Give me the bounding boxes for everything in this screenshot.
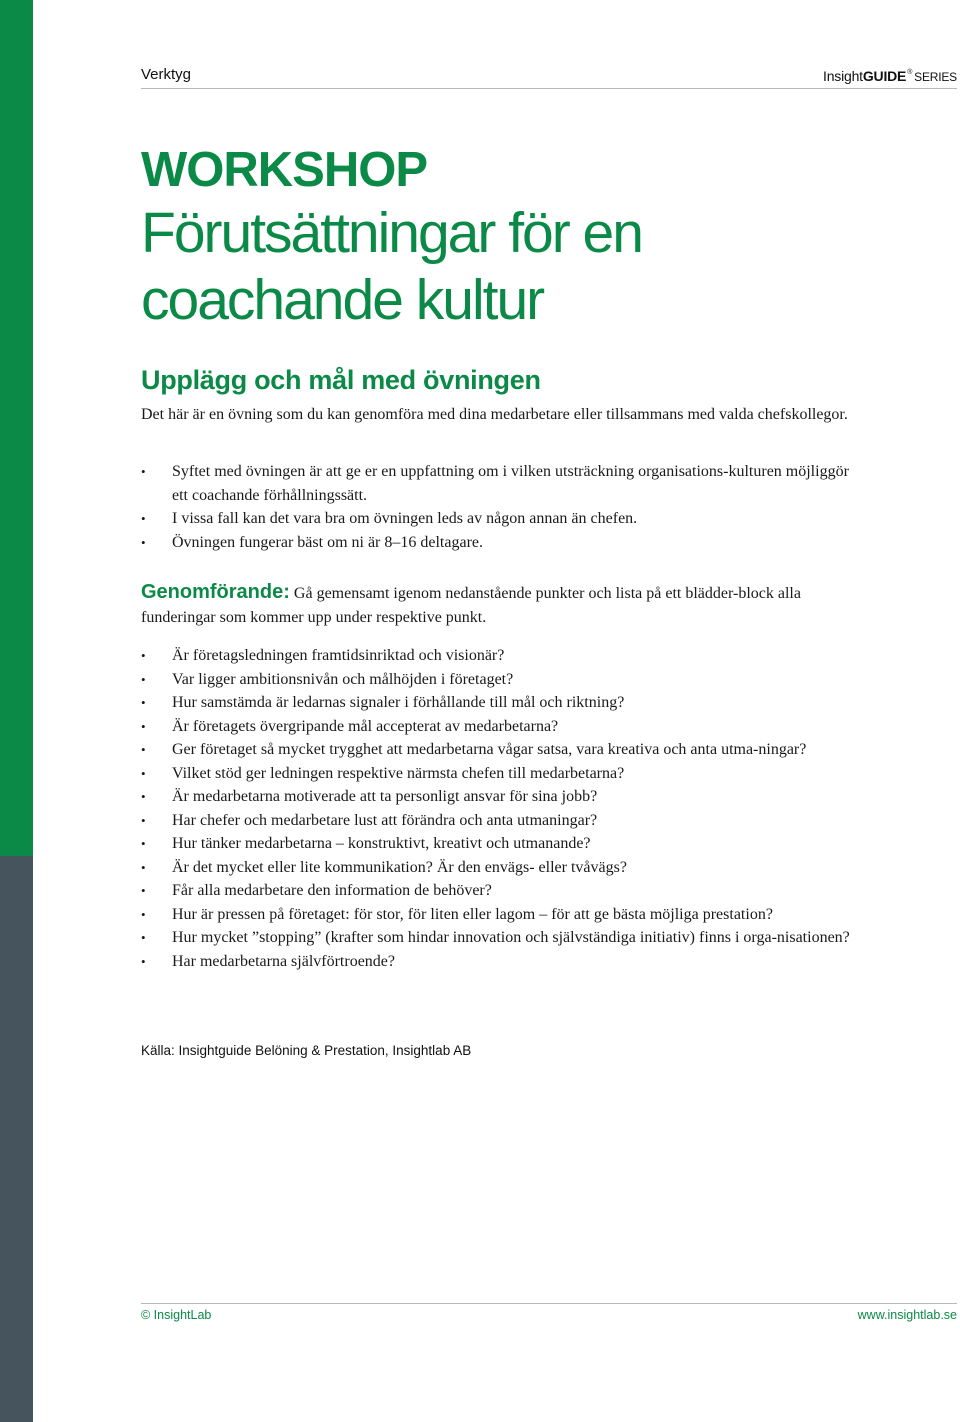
question-list <box>141 644 865 973</box>
website-link[interactable]: www.insightlab.se <box>857 1308 957 1322</box>
list-item: • Hur samstämda är ledarnas signaler i förhållande till mål och riktning? <box>141 691 865 715</box>
list-item: • Hur tänker medarbetarna – konstruktivt, kreativt och utmanande? <box>141 832 865 856</box>
brand-logo <box>823 68 957 84</box>
list-item: • Hur är pressen på företaget: för stor, för liten eller lagom – för att ge bästa möjliga prestation? <box>141 903 865 927</box>
list-item: • Var ligger ambitionsnivån och målhöjden i företaget? <box>141 668 865 692</box>
list-item: • Vilket stöd ger ledningen respektive närmsta chefen till medarbetarna? <box>141 762 865 786</box>
list-item: • Syftet med övningen är att ge er en uppfattning om i vilken utsträckning organisations-kulturen möjliggör ett coachande förhållningssätt. <box>141 460 865 507</box>
list-item: • Är företagets övergripande mål accepterat av medarbetarna? <box>141 715 865 739</box>
list-item: • I vissa fall kan det vara bra om övningen leds av någon annan än chefen. <box>141 507 865 531</box>
page-subtitle: Förutsättningar för en coachande kultur <box>141 201 642 332</box>
execution-label: Genomförande: <box>141 581 290 603</box>
page-header <box>141 66 957 89</box>
title-block <box>141 143 781 334</box>
brand-guide: GUIDE <box>862 68 907 84</box>
list-item: • Får alla medarbetare den information de behöver? <box>141 879 865 903</box>
intro-paragraph: Det här är en övning som du kan genomföra med dina medarbetare eller tillsammans med valda chefskollegor. <box>141 406 848 423</box>
execution-text: Gå gemensamt igenom nedanstående punkter och lista på ett blädder-block alla funderingar som kommer upp under respektive punkt. <box>141 585 801 626</box>
page-title: WORKSHOP <box>141 143 427 197</box>
execution-paragraph <box>141 581 865 629</box>
copyright: © InsightLab <box>141 1308 212 1322</box>
header-section-label: Verktyg <box>141 66 192 83</box>
list-item: • Är det mycket eller lite kommunikation? Är den envägs- eller tvåvägs? <box>141 856 865 880</box>
brand-series: SERIES <box>914 70 957 84</box>
brand-insight: Insight <box>823 68 863 84</box>
list-item: • Är medarbetarna motiverade att ta personligt ansvar för sina jobb? <box>141 785 865 809</box>
section-heading: Upplägg och mål med övningen <box>141 365 541 395</box>
list-item: • Ger företaget så mycket trygghet att medarbetarna vågar satsa, vara kreativa och anta utma-ningar? <box>141 738 865 762</box>
list-item: • Övningen fungerar bäst om ni är 8–16 deltagare. <box>141 531 865 555</box>
list-item: • Har chefer och medarbetare lust att förändra och anta utmaningar? <box>141 809 865 833</box>
page-footer <box>141 1303 957 1324</box>
brand-registered: ® <box>907 69 913 76</box>
side-bar-green <box>0 0 33 856</box>
purpose-list <box>141 460 865 554</box>
list-item: • Hur mycket ”stopping” (krafter som hindar innovation och självständiga initiativ) finns i orga-nisationen? <box>141 926 865 950</box>
list-item: • Har medarbetarna självförtroende? <box>141 950 865 974</box>
source-note: Källa: Insightguide Belöning & Prestation, Insightlab AB <box>141 1043 472 1058</box>
side-bar-slate <box>0 856 33 1422</box>
list-item: • Är företagsledningen framtidsinriktad och visionär? <box>141 644 865 668</box>
